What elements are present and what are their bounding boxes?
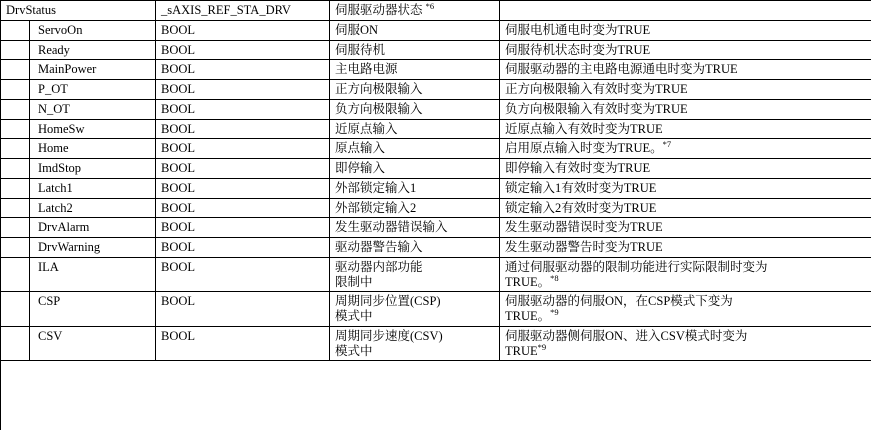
cell-detail xyxy=(500,257,871,292)
data-type-text: BOOL xyxy=(161,180,196,195)
cell-detail xyxy=(500,60,871,80)
cell-detail xyxy=(500,178,871,198)
data-type-text: BOOL xyxy=(161,240,196,254)
data-type-text: BOOL xyxy=(161,82,196,96)
data-type-text: BOOL xyxy=(161,101,196,116)
cell-data-type xyxy=(156,60,330,80)
variable-name-text: Home xyxy=(38,141,69,156)
cell-detail xyxy=(500,139,871,159)
cell-data-type xyxy=(156,119,330,139)
description-text: 周期同步速度(CSV) xyxy=(335,328,443,343)
cell-description xyxy=(330,119,500,139)
cell-detail xyxy=(500,40,871,60)
cell-data-type xyxy=(156,238,330,258)
description-text: 正方向极限输入 xyxy=(335,82,423,96)
data-type-text: BOOL xyxy=(161,259,196,274)
detail-text: 正方向极限输入有效时变为TRUE xyxy=(505,82,688,96)
cell-description xyxy=(330,198,500,218)
detail-text: 锁定输入1有效时变为TRUE xyxy=(505,180,657,195)
cell-variable-name xyxy=(1,119,156,139)
table-row xyxy=(1,60,871,80)
cell-description xyxy=(330,99,500,119)
description-text-line2: 模式中 xyxy=(335,309,373,323)
variable-name-text: HomeSw xyxy=(38,121,85,136)
cell-detail xyxy=(500,20,871,40)
cell-detail xyxy=(500,1,871,21)
cell-data-type xyxy=(156,292,330,327)
description-text: 驱动器警告输入 xyxy=(335,240,423,254)
variable-name-text: Ready xyxy=(38,42,70,57)
data-type-text: BOOL xyxy=(161,62,196,77)
data-type-text: BOOL xyxy=(161,200,196,215)
cell-variable-name xyxy=(1,20,156,40)
cell-detail xyxy=(500,218,871,238)
cell-data-type xyxy=(156,139,330,159)
description-text: 外部锁定输入2 xyxy=(335,200,417,215)
variable-name-text: P_OT xyxy=(38,82,68,96)
data-type-text: BOOL xyxy=(161,161,196,175)
table-row xyxy=(1,159,871,179)
description-text: 驱动器内部功能 xyxy=(335,259,423,274)
variable-name-text: ImdStop xyxy=(38,161,82,175)
data-type-text: BOOL xyxy=(161,22,196,37)
data-type-text: BOOL xyxy=(161,42,196,57)
variable-name-text: ServoOn xyxy=(38,22,83,37)
table-row xyxy=(1,119,871,139)
variable-name-text: Latch1 xyxy=(38,180,73,195)
cell-detail xyxy=(500,238,871,258)
cell-detail xyxy=(500,99,871,119)
detail-text: 启用原点输入时变为TRUE。 xyxy=(505,141,663,156)
cell-description xyxy=(330,40,500,60)
description-footnote-marker: *6 xyxy=(425,0,435,11)
cell-description xyxy=(330,218,500,238)
detail-text: 伺服驱动器侧伺服ON、进入CSV模式时变为 xyxy=(505,328,748,343)
cell-variable-name xyxy=(1,99,156,119)
cell-variable-name xyxy=(1,139,156,159)
cell-variable-name xyxy=(1,60,156,80)
detail-text: 即停输入有效时变为TRUE xyxy=(505,161,651,175)
cell-variable-name xyxy=(1,1,156,21)
data-type-text: BOOL xyxy=(161,328,196,343)
detail-footnote-marker: *7 xyxy=(662,139,672,150)
cell-data-type xyxy=(156,40,330,60)
cell-variable-name xyxy=(1,238,156,258)
cell-data-type xyxy=(156,198,330,218)
description-text: 伺服ON xyxy=(335,22,379,37)
detail-footnote-marker: *9 xyxy=(537,341,547,352)
description-text: 周期同步位置(CSP) xyxy=(335,294,441,309)
table-row xyxy=(1,257,871,292)
cell-variable-name xyxy=(1,326,156,361)
cell-detail xyxy=(500,80,871,100)
detail-text-line2 xyxy=(505,272,867,290)
table-row xyxy=(1,238,871,258)
cell-description xyxy=(330,1,500,21)
variable-name-text: Latch2 xyxy=(38,200,73,215)
cell-description xyxy=(330,238,500,258)
cell-detail xyxy=(500,159,871,179)
description-text: 主电路电源 xyxy=(335,62,398,77)
table-row xyxy=(1,20,871,40)
description-text: 原点输入 xyxy=(335,141,386,156)
variable-name-text: CSV xyxy=(38,328,63,343)
detail-text: 发生驱动器警告时变为TRUE xyxy=(505,240,663,254)
detail-text: 近原点输入有效时变为TRUE xyxy=(505,121,663,136)
table-row xyxy=(1,139,871,159)
table-row xyxy=(1,198,871,218)
cell-variable-name xyxy=(1,178,156,198)
cell-description xyxy=(330,178,500,198)
detail-line2-text: TRUE xyxy=(505,343,538,358)
table-row xyxy=(1,326,871,361)
variable-name-text: N_OT xyxy=(38,101,70,116)
detail-line2-text: TRUE。 xyxy=(505,309,551,323)
detail-text: 发生驱动器错误时变为TRUE xyxy=(505,220,663,235)
table-left-rule-stub xyxy=(0,361,1,430)
cell-variable-name xyxy=(1,257,156,292)
cell-variable-name xyxy=(1,292,156,327)
detail-text: 通过伺服驱动器的限制功能进行实际限制时变为 xyxy=(505,259,768,274)
description-text: 近原点输入 xyxy=(335,121,398,136)
cell-description xyxy=(330,257,500,292)
data-type-text: BOOL xyxy=(161,141,196,156)
data-type-text: BOOL xyxy=(161,220,196,235)
detail-line2-text: TRUE。 xyxy=(505,274,551,289)
cell-detail xyxy=(500,119,871,139)
detail-text: 伺服待机状态时变为TRUE xyxy=(505,42,651,57)
detail-footnote-marker: *8 xyxy=(550,272,559,283)
cell-variable-name xyxy=(1,218,156,238)
cell-description xyxy=(330,326,500,361)
cell-data-type xyxy=(156,80,330,100)
cell-description xyxy=(330,159,500,179)
cell-data-type xyxy=(156,20,330,40)
description-text: 发生驱动器错误输入 xyxy=(335,220,448,235)
cell-description xyxy=(330,60,500,80)
cell-variable-name xyxy=(1,80,156,100)
cell-description xyxy=(330,80,500,100)
cell-detail xyxy=(500,198,871,218)
data-type-text: _sAXIS_REF_STA_DRV xyxy=(161,3,291,17)
cell-data-type xyxy=(156,257,330,292)
cell-variable-name xyxy=(1,159,156,179)
data-type-text: BOOL xyxy=(161,121,196,136)
detail-text-line2 xyxy=(505,306,867,324)
table-row xyxy=(1,292,871,327)
cell-data-type xyxy=(156,99,330,119)
cell-detail xyxy=(500,326,871,361)
description-text: 伺服驱动器状态 xyxy=(335,3,423,17)
table-row xyxy=(1,218,871,238)
detail-text: 伺服电机通电时变为TRUE xyxy=(505,22,651,37)
description-text-line2: 限制中 xyxy=(335,274,373,289)
description-text: 即停输入 xyxy=(335,161,386,175)
cell-variable-name xyxy=(1,198,156,218)
variable-name-text: DrvAlarm xyxy=(38,220,90,235)
variable-name-text: DrvStatus xyxy=(6,3,56,17)
cell-detail xyxy=(500,292,871,327)
table-row xyxy=(1,178,871,198)
detail-footnote-marker: *9 xyxy=(550,306,559,317)
table-row xyxy=(1,1,871,21)
variable-name-text: ILA xyxy=(38,259,59,274)
variable-name-text: DrvWarning xyxy=(38,240,101,254)
description-text-line2: 模式中 xyxy=(335,343,373,358)
detail-text: 伺服驱动器的主电路电源通电时变为TRUE xyxy=(505,62,738,77)
cell-data-type xyxy=(156,159,330,179)
description-text: 伺服待机 xyxy=(335,42,386,57)
description-text: 外部锁定输入1 xyxy=(335,180,417,195)
table-row xyxy=(1,80,871,100)
cell-description xyxy=(330,20,500,40)
detail-text: 锁定输入2有效时变为TRUE xyxy=(505,200,657,215)
detail-text: 负方向极限输入有效时变为TRUE xyxy=(505,101,688,116)
cell-data-type xyxy=(156,326,330,361)
cell-data-type xyxy=(156,218,330,238)
table-body xyxy=(1,1,871,361)
cell-description xyxy=(330,139,500,159)
description-text: 负方向极限输入 xyxy=(335,101,423,116)
cell-description xyxy=(330,292,500,327)
cell-data-type xyxy=(156,178,330,198)
cell-data-type xyxy=(156,1,330,21)
detail-text: 伺服驱动器的伺服ON，在CSP模式下变为 xyxy=(505,294,733,309)
data-type-text: BOOL xyxy=(161,294,196,309)
table-row xyxy=(1,40,871,60)
cell-variable-name xyxy=(1,40,156,60)
variable-name-text: MainPower xyxy=(38,62,97,77)
detail-text-line2 xyxy=(505,341,867,359)
variable-name-text: CSP xyxy=(38,294,61,309)
table-row xyxy=(1,99,871,119)
